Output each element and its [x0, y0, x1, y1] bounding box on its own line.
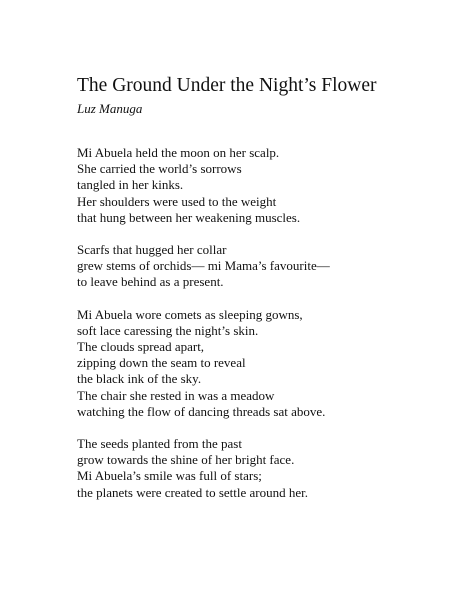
stanza	[77, 242, 457, 291]
poem-line: that hung between her weakening muscles.	[77, 209, 301, 225]
document-page	[77, 74, 457, 517]
poem-line: the planets were created to settle around her.	[77, 484, 309, 500]
stanza	[77, 307, 457, 420]
stanza	[77, 436, 457, 501]
poem-author: Luz Manuga	[77, 101, 143, 116]
poem-line: Mi Abuela’s smile was full of stars;	[77, 468, 262, 484]
poem-line: Mi Abuela wore comets as sleeping gowns,	[77, 306, 303, 322]
poem-line: Mi Abuela held the moon on her scalp.	[77, 145, 280, 160]
poem-line: The chair she rested in was a meadow	[77, 387, 275, 403]
poem-line: grew stems of orchids— mi Mama’s favourite—	[77, 258, 330, 274]
poem-line: soft lace caressing the night’s skin.	[77, 322, 259, 338]
poem-title: The Ground Under the Night’s Flower	[77, 75, 377, 96]
poem-line: to leave behind as a present.	[77, 274, 224, 290]
poem-line: the black ink of the sky.	[77, 371, 202, 387]
poem-line: tangled in her kinks.	[77, 177, 184, 193]
poem-line: The clouds spread apart,	[77, 339, 205, 355]
stanza	[77, 145, 457, 226]
poem-line: Scarfs that hugged her collar	[77, 242, 227, 258]
poem-body	[77, 145, 457, 501]
poem-line: She carried the world’s sorrows	[77, 161, 242, 177]
poem-line: Her shoulders were used to the weight	[77, 193, 277, 209]
poem-line: zipping down the seam to reveal	[77, 355, 246, 371]
poem-line: The seeds planted from the past	[77, 436, 242, 452]
poem-line: grow towards the shine of her bright face.	[77, 452, 295, 468]
poem-line: watching the flow of dancing threads sat above.	[77, 403, 326, 419]
